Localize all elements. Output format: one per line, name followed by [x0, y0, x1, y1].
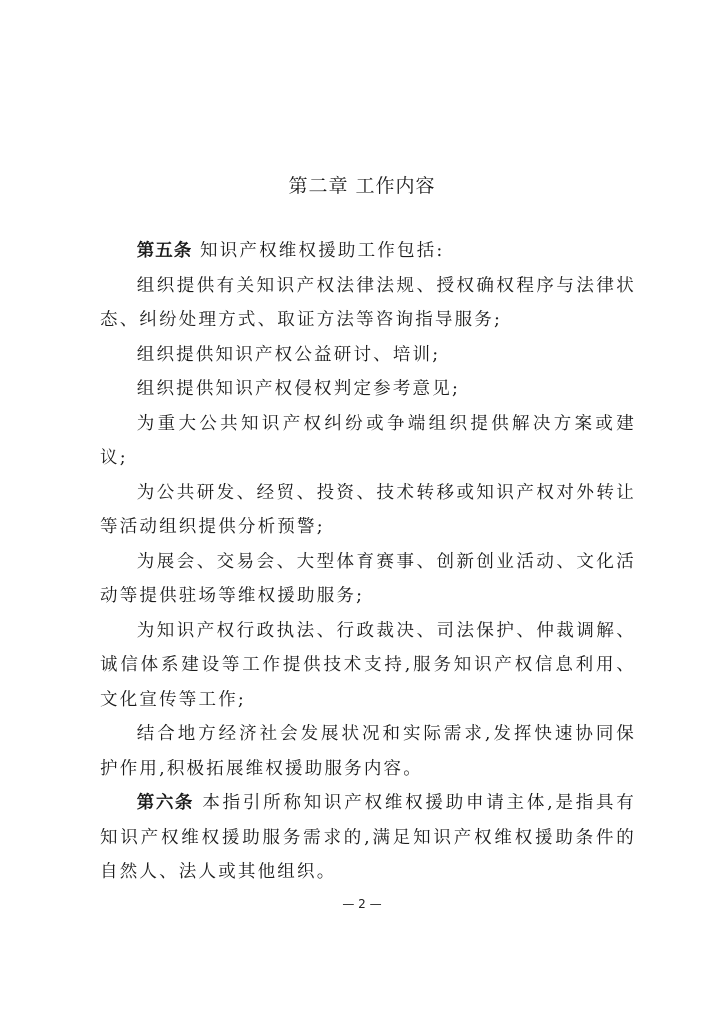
article-6-label: 第六条 — [136, 793, 194, 813]
article-5-item: 为展会、交易会、大型体育赛事、创新创业活动、文化活动等提供驻场等维权援助服务; — [100, 551, 636, 606]
article-5-item: 结合地方经济社会发展状况和实际需求,发挥快速协同保护作用,积极拓展维权援助服务内容。 — [100, 724, 636, 779]
article-5-item: 组织提供有关知识产权法律法规、授权确权程序与法律状态、纠纷处理方式、取证方法等咨询指导服务; — [100, 275, 636, 330]
article-5-intro — [100, 234, 636, 269]
article-5-item: 组织提供知识产权侵权判定参考意见; — [136, 379, 461, 399]
article-5-intro-text: 知识产权维权援助工作包括: — [192, 241, 445, 261]
article-5-item: 为知识产权行政执法、行政裁决、司法保护、仲裁调解、诚信体系建设等工作提供技术支持,服务知识产权信息利用、文化宣传等工作; — [100, 620, 636, 710]
article-5-label: 第五条 — [136, 241, 193, 261]
page-number: — 2 — — [342, 897, 382, 911]
article-5-item: 为重大公共知识产权纠纷或争端组织提供解决方案或建议; — [100, 413, 636, 468]
article-5-item: 为公共研发、经贸、投资、技术转移或知识产权对外转让等活动组织提供分析预警; — [100, 482, 636, 537]
article-6 — [100, 786, 636, 890]
chapter-title: 第二章 工作内容 — [288, 175, 436, 197]
article-5-item: 组织提供知识产权公益研讨、培训; — [136, 344, 441, 365]
body-text — [100, 234, 636, 890]
article-6-text: 本指引所称知识产权维权援助申请主体,是指具有知识产权维权援助服务需求的,满足知识产权维权援助条件的自然人、法人或其他组织。 — [100, 793, 636, 882]
